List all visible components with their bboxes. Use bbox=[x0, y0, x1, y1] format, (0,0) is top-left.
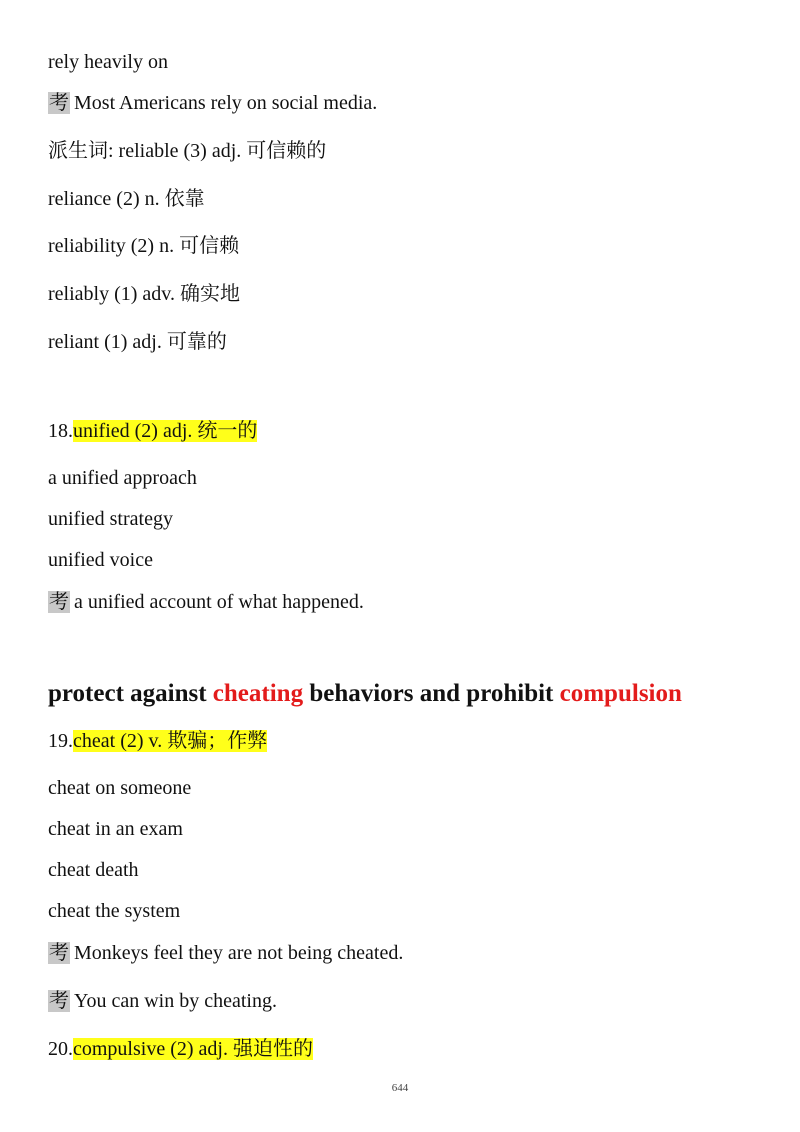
headword-highlight: cheat (2) v. 欺骗；作弊 bbox=[73, 730, 268, 752]
page-number: 644 bbox=[391, 1082, 409, 1094]
heading-keyword: compulsion bbox=[559, 680, 682, 707]
collocation-line: cheat the system bbox=[48, 900, 181, 922]
exam-marker: 考 bbox=[49, 990, 69, 1012]
exam-marker: 考 bbox=[49, 591, 69, 613]
derivative-line: 派生词: reliable (3) adj. 可信赖的 bbox=[48, 140, 327, 162]
entry-number: 20. bbox=[48, 1038, 73, 1060]
entry-18-heading bbox=[48, 418, 257, 444]
exam-marker: 考 bbox=[49, 92, 69, 114]
derivative-line: reliability (2) n. 可信赖 bbox=[48, 235, 240, 257]
headword-highlight: compulsive (2) adj. 强迫性的 bbox=[73, 1038, 313, 1060]
example-line bbox=[48, 589, 364, 615]
example-text: You can win by cheating. bbox=[74, 990, 277, 1012]
example-text: a unified account of what happened. bbox=[74, 591, 364, 613]
example-line bbox=[48, 940, 403, 966]
section-heading bbox=[48, 678, 682, 710]
example-text: Most Americans rely on social media. bbox=[74, 92, 378, 114]
heading-part: protect against bbox=[48, 680, 213, 707]
entry-number: 19. bbox=[48, 730, 73, 752]
heading-part: behaviors and prohibit bbox=[303, 680, 560, 707]
example-text: Monkeys feel they are not being cheated. bbox=[74, 942, 404, 964]
example-line bbox=[48, 988, 277, 1014]
phrase-line: rely heavily on bbox=[48, 51, 168, 73]
derivative-line: reliant (1) adj. 可靠的 bbox=[48, 331, 227, 353]
collocation-line: cheat death bbox=[48, 859, 139, 881]
collocation-line: unified strategy bbox=[48, 508, 173, 530]
collocation-line: cheat in an exam bbox=[48, 818, 183, 840]
collocation-line: a unified approach bbox=[48, 467, 197, 489]
example-line bbox=[48, 90, 377, 116]
derivative-line: reliance (2) n. 依靠 bbox=[48, 188, 205, 210]
exam-marker: 考 bbox=[49, 942, 69, 964]
collocation-line: cheat on someone bbox=[48, 777, 192, 799]
heading-keyword: cheating bbox=[212, 680, 304, 707]
entry-20-heading bbox=[48, 1036, 313, 1062]
entry-19-heading bbox=[48, 728, 267, 754]
entry-number: 18. bbox=[48, 420, 73, 442]
collocation-line: unified voice bbox=[48, 549, 153, 571]
derivative-line: reliably (1) adv. 确实地 bbox=[48, 283, 240, 305]
headword-highlight: unified (2) adj. 统一的 bbox=[73, 420, 258, 442]
